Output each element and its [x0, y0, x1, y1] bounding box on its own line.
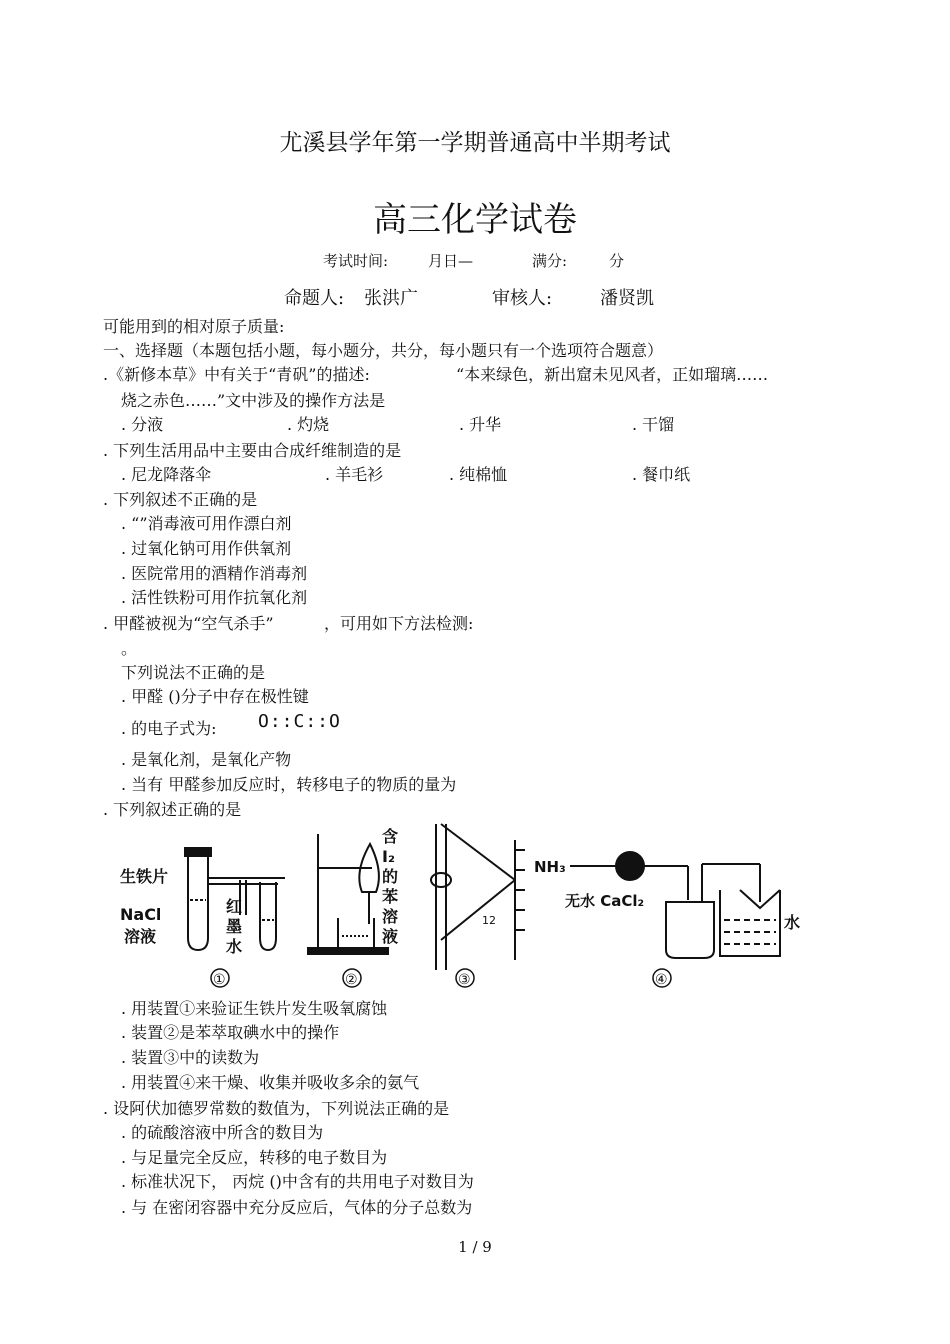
- q1-option-c: . 升华: [459, 415, 502, 434]
- q2-option-b: . 羊毛衫: [325, 465, 384, 484]
- apparatus-4-number: ④: [655, 972, 668, 988]
- q1-stem-c: 烧之赤色……”文中涉及的操作方法是: [121, 391, 386, 410]
- q1-stem-b: “本来绿色，新出窟未见风者，正如瑠璃……: [456, 365, 769, 384]
- paper-title: 高三化学试卷: [373, 200, 577, 240]
- q4-subquestion: 下列说法不正确的是: [121, 663, 266, 682]
- q5-option-b: . 装置②是苯萃取碘水中的操作: [121, 1023, 340, 1042]
- full-score-label: 满分:: [532, 252, 568, 270]
- q6-stem: . 设阿伏加德罗常数的数值为，下列说法正确的是: [103, 1099, 450, 1118]
- i2-label-3: 的: [382, 867, 399, 886]
- q4-equation-mark: 。: [121, 639, 138, 658]
- i2-label-5: 溶: [382, 907, 399, 926]
- exam-time-label: 考试时间:: [323, 252, 389, 270]
- i2-label-6: 液: [382, 927, 399, 946]
- co2-electron-formula: O::C::O: [258, 711, 341, 732]
- q5-option-c: . 装置③中的读数为: [121, 1048, 260, 1067]
- i2-label-2: I₂: [382, 847, 395, 866]
- q6-option-c: . 标准状况下， 丙烷 ()中含有的共用电子对数目为: [121, 1172, 474, 1191]
- burette-reading: 12: [482, 914, 496, 927]
- atomic-mass-line: 可能用到的相对原子质量:: [103, 317, 285, 336]
- q4-option-a: . 甲醛 ()分子中存在极性键: [121, 687, 309, 706]
- apparatus-4: [534, 852, 800, 988]
- q6-option-d: . 与 在密闭容器中充分反应后，气体的分子总数为: [121, 1198, 473, 1217]
- q2-option-c: . 纯棉恤: [449, 465, 508, 484]
- nacl-label: NaCl: [120, 905, 162, 924]
- q4-stem-b: ，可用如下方法检测:: [324, 614, 474, 633]
- red-ink-label-2: 墨: [226, 917, 243, 936]
- apparatus-3-number: ③: [458, 972, 471, 988]
- apparatus-2-number: ②: [345, 972, 358, 988]
- q2-stem: . 下列生活用品中主要由合成纤维制造的是: [103, 441, 402, 460]
- water-label: 水: [784, 913, 801, 932]
- i2-label-4: 苯: [382, 887, 399, 906]
- red-ink-label-1: 红: [226, 897, 243, 916]
- section-heading: 一、选择题（本题包括小题，每小题分，共分，每小题只有一个选项符合题意）: [103, 341, 664, 360]
- q4-option-d: . 当有 甲醛参加反应时，转移电子的物质的量为: [121, 775, 457, 794]
- iron-sheet-label: 生铁片: [120, 867, 169, 886]
- q1-option-d: . 干馏: [632, 415, 675, 434]
- q4-option-c: . 是氧化剂，是氧化产物: [121, 750, 292, 769]
- setter-name: 张洪广: [364, 288, 418, 309]
- q3-stem: . 下列叙述不正确的是: [103, 490, 258, 509]
- q6-option-a: . 的硫酸溶液中所含的数目为: [121, 1123, 324, 1142]
- red-ink-label-3: 水: [226, 937, 243, 956]
- apparatus-1-number: ①: [213, 972, 226, 988]
- q3-option-c: . 医院常用的酒精作消毒剂: [121, 564, 308, 583]
- school-title: 尤溪县学年第一学期普通高中半期考试: [279, 130, 671, 156]
- q1-stem-a: .《新修本草》中有关于“青矾”的描述:: [103, 365, 370, 384]
- reviewer-name: 潘贤凯: [600, 288, 654, 309]
- q3-option-d: . 活性铁粉可用作抗氧化剂: [121, 588, 308, 607]
- q3-option-b: . 过氧化钠可用作供氧剂: [121, 539, 292, 558]
- q1-option-a: . 分液: [121, 415, 164, 434]
- setter-label: 命题人:: [284, 288, 345, 309]
- apparatus-1: [120, 848, 285, 988]
- nacl-solution-label: 溶液: [124, 927, 157, 946]
- q1-option-b: . 灼烧: [287, 415, 330, 434]
- q4-stem-a: . 甲醛被视为“空气杀手”: [103, 614, 274, 633]
- full-score-unit: 分: [609, 252, 625, 270]
- apparatus-figure: [110, 820, 820, 995]
- q5-option-a: . 用装置①来验证生铁片发生吸氧腐蚀: [121, 999, 388, 1018]
- exam-time-value: 月日—: [428, 252, 474, 270]
- q3-option-a: . “”消毒液可用作漂白剂: [121, 514, 292, 533]
- apparatus-3: [431, 824, 525, 988]
- cacl2-label: 无水 CaCl₂: [565, 892, 645, 910]
- q6-option-b: . 与足量完全反应，转移的电子数目为: [121, 1148, 388, 1167]
- apparatus-2: [308, 827, 398, 988]
- q5-stem: . 下列叙述正确的是: [103, 800, 242, 819]
- reviewer-label: 审核人:: [492, 288, 553, 309]
- q4-option-b: . 的电子式为:: [121, 719, 217, 738]
- page-number: 1 / 9: [458, 1238, 492, 1256]
- q2-option-d: . 餐巾纸: [632, 465, 691, 484]
- q2-option-a: . 尼龙降落伞: [121, 465, 212, 484]
- i2-label-1: 含: [382, 827, 399, 846]
- nh3-label: NH₃: [534, 858, 566, 876]
- q5-option-d: . 用装置④来干燥、收集并吸收多余的氨气: [121, 1073, 420, 1092]
